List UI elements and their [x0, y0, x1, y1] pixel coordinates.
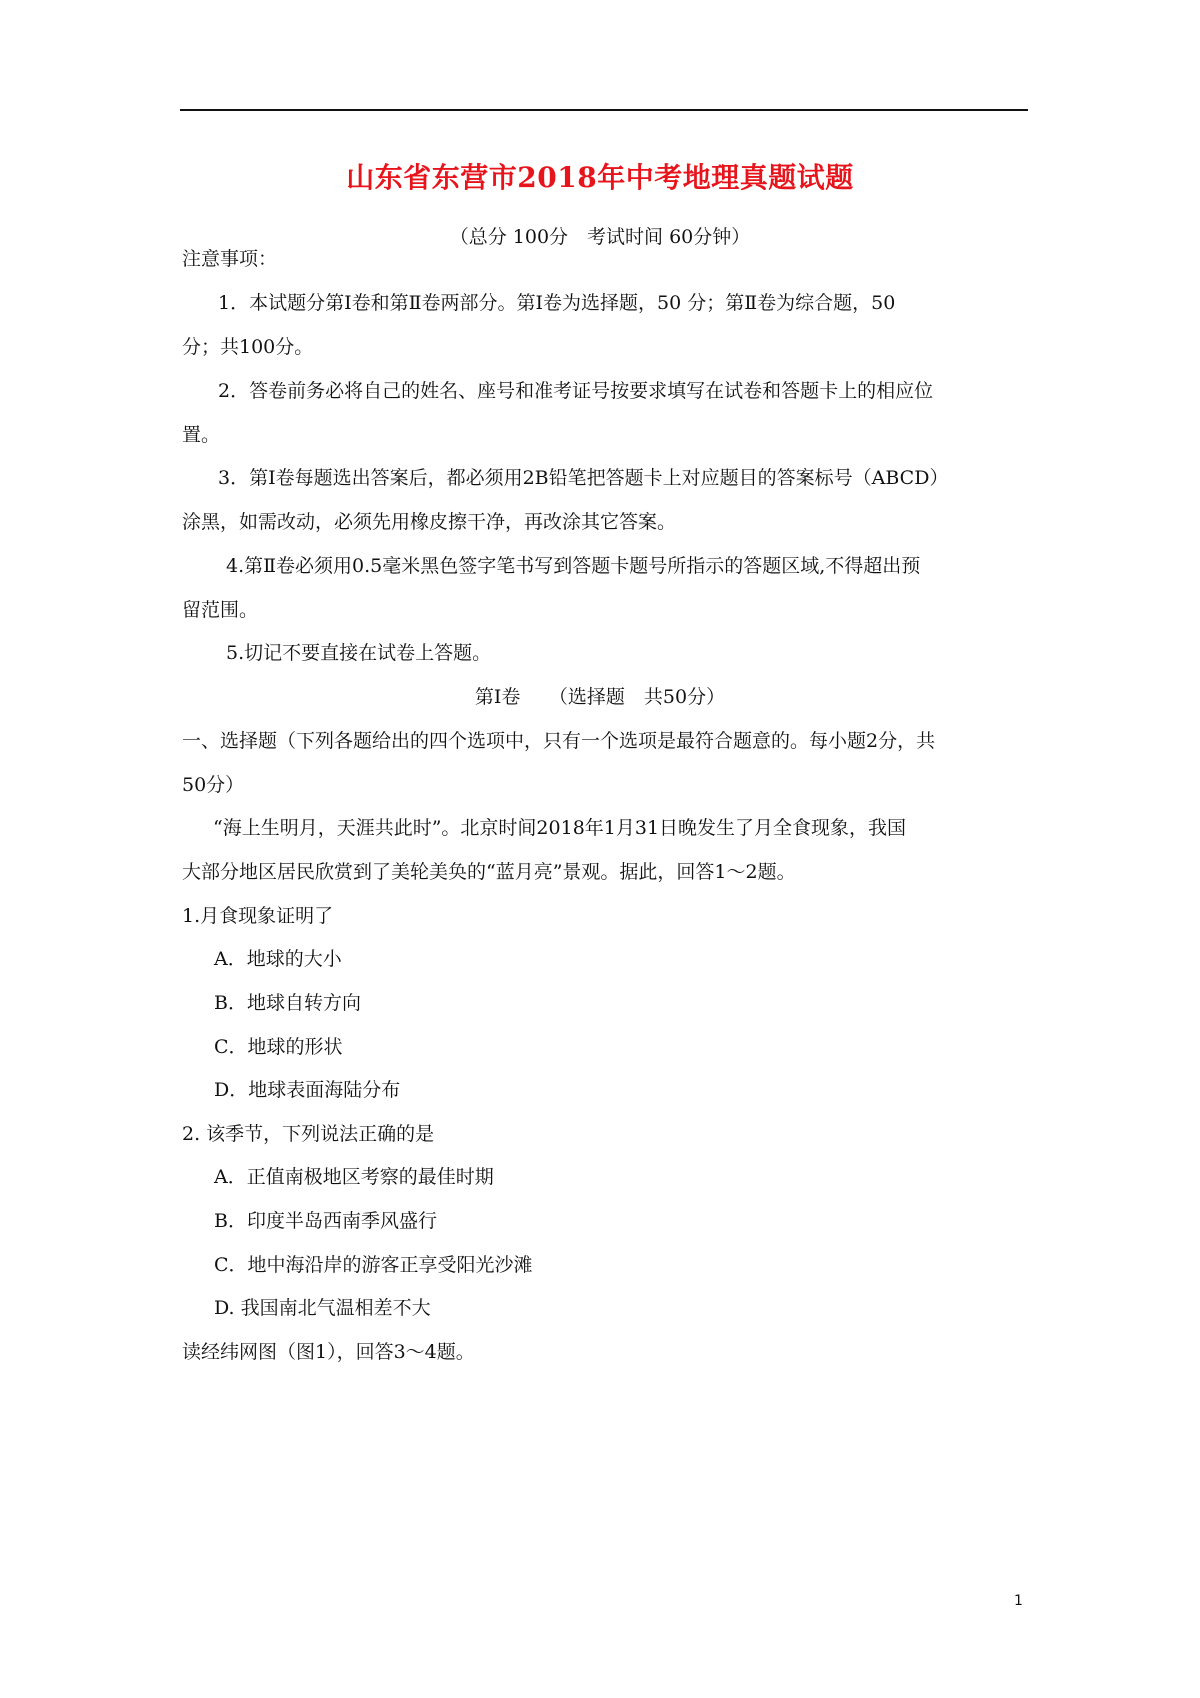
question-option: D．地球表面海陆分布	[214, 1079, 401, 1101]
notice-line: 2．答卷前务必将自己的姓名、座号和准考证号按要求填写在试卷和答题卡上的相应位	[218, 380, 934, 402]
question-option: C．地中海沿岸的游客正享受阳光沙滩	[214, 1254, 533, 1276]
notice-line: 4.第Ⅱ卷必须用0.5毫米黑色签字笔书写到答题卡题号所指示的答题区域,不得超出预	[226, 555, 921, 577]
question-option: C．地球的形状	[214, 1036, 343, 1058]
notice-line: 1．本试题分第Ⅰ卷和第Ⅱ卷两部分。第Ⅰ卷为选择题，50 分；第Ⅱ卷为综合题，50	[218, 292, 896, 314]
question-option: D. 我国南北气温相差不大	[214, 1297, 431, 1319]
question-option: A．地球的大小	[214, 948, 342, 970]
question-option: B．地球自转方向	[214, 992, 361, 1014]
notice-line: 留范围。	[182, 599, 259, 621]
question-option: A．正值南极地区考察的最佳时期	[214, 1166, 494, 1188]
header-rule	[180, 109, 1028, 111]
passage-line: “海上生明月，天涯共此时”。北京时间2018年1月31日晚发生了月全食现象，我国	[213, 817, 907, 839]
page-title: 山东省东营市2018年中考地理真题试题	[346, 161, 854, 194]
notice-line: 涂黑，如需改动，必须先用橡皮擦干净，再改涂其它答案。	[182, 511, 677, 533]
exam-info: （总分 100分 考试时间 60分钟）	[449, 226, 751, 248]
part-intro: 50分）	[182, 774, 245, 796]
question-stem: 1.月食现象证明了	[182, 905, 334, 927]
notice-line: 5.切记不要直接在试卷上答题。	[226, 642, 492, 664]
read-prompt: 读经纬网图（图1），回答3～4题。	[182, 1341, 475, 1363]
notice-heading: 注意事项：	[182, 248, 278, 270]
notice-line: 置。	[182, 424, 221, 446]
part-intro: 一、选择题（下列各题给出的四个选项中，只有一个选项是最符合题意的。每小题2分，共	[182, 730, 936, 752]
passage-line: 大部分地区居民欣赏到了美轮美奂的“蓝月亮”景观。据此，回答1～2题。	[182, 861, 796, 883]
section-title: 第Ⅰ卷 （选择题 共50分）	[474, 686, 726, 708]
notice-line: 分；共100分。	[182, 336, 314, 358]
question-stem: 2. 该季节，下列说法正确的是	[182, 1123, 435, 1145]
question-option: B．印度半岛西南季风盛行	[214, 1210, 437, 1232]
page-number: 1	[1014, 1593, 1023, 1609]
notice-line: 3．第Ⅰ卷每题选出答案后，都必须用2B铅笔把答题卡上对应题目的答案标号（ABCD）	[218, 467, 949, 489]
